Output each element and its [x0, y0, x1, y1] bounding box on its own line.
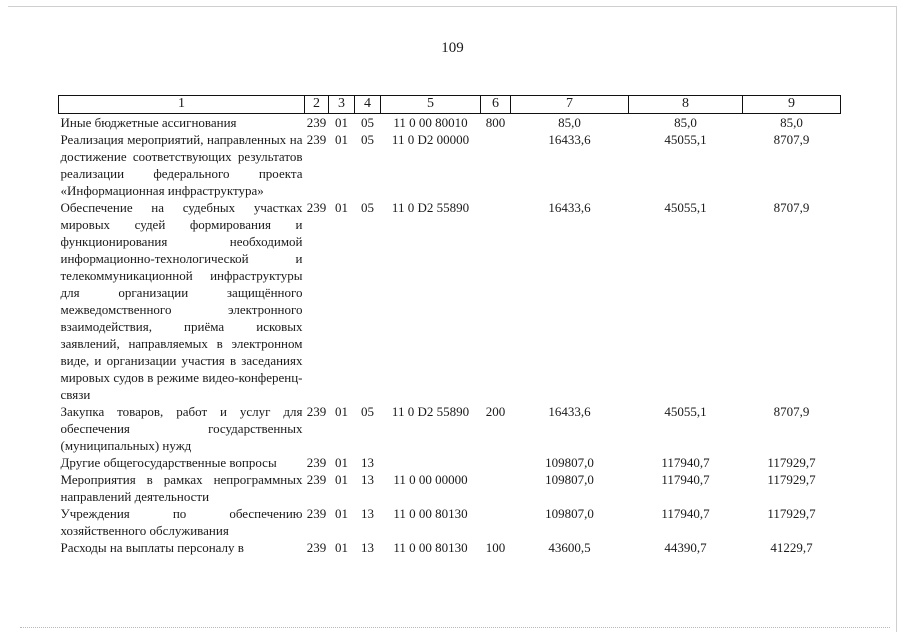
cell-vr: 100 [485, 540, 506, 555]
cell-year1: 109807,0 [545, 472, 594, 487]
column-header: 3 [329, 96, 355, 114]
row-name: Закупка товаров, работ и услуг для обеспечения государственных (муниципальных) нужд [60, 404, 303, 453]
cell-year3: 41229,7 [770, 540, 813, 555]
table-row [59, 403, 841, 454]
cell-year2: 117940,7 [661, 506, 710, 521]
cell-pr: 13 [361, 455, 374, 470]
cell-rz: 01 [335, 200, 348, 215]
page-number: 109 [441, 40, 464, 56]
cell-year1: 16433,6 [548, 404, 591, 419]
table-row [59, 114, 841, 132]
cell-gr: 239 [306, 472, 327, 487]
cell-gr: 239 [306, 132, 327, 147]
cell-year3: 85,0 [780, 115, 803, 130]
cell-gr: 239 [306, 200, 327, 215]
cell-year1: 16433,6 [548, 132, 591, 147]
cell-pr: 05 [361, 404, 374, 419]
cell-vr: 200 [485, 404, 506, 419]
cell-year3: 117929,7 [767, 472, 816, 487]
column-header: 6 [481, 96, 511, 114]
table-row [59, 454, 841, 471]
column-header: 2 [305, 96, 329, 114]
cell-year3: 8707,9 [773, 132, 810, 147]
cell-pr: 13 [361, 540, 374, 555]
row-name: Иные бюджетные ассигнования [60, 115, 237, 130]
column-header: 8 [629, 96, 743, 114]
cell-year1: 85,0 [558, 115, 581, 130]
cell-gr: 239 [306, 404, 327, 419]
cell-csr: 11 0 00 80010 [393, 115, 468, 130]
row-name: Реализация мероприятий, направленных на достижение соответствующих результатов реализации федерального проекта «Информационная инфраструктура» [60, 132, 303, 198]
cell-csr: 11 0 D2 00000 [391, 132, 470, 147]
row-name: Другие общегосударственные вопросы [60, 455, 277, 470]
cell-year2: 117940,7 [661, 455, 710, 470]
column-header: 7 [511, 96, 629, 114]
cell-year2: 44390,7 [664, 540, 707, 555]
column-header: 5 [381, 96, 481, 114]
cell-year1: 109807,0 [545, 506, 594, 521]
cell-year3: 8707,9 [773, 404, 810, 419]
cell-rz: 01 [335, 404, 348, 419]
cell-rz: 01 [335, 455, 348, 470]
cell-year2: 45055,1 [664, 200, 707, 215]
table-row [59, 539, 841, 556]
table-row [59, 471, 841, 505]
cell-csr: 11 0 00 80130 [393, 540, 468, 555]
cell-vr [481, 471, 511, 505]
cell-rz: 01 [335, 506, 348, 521]
cell-year1: 109807,0 [545, 455, 594, 470]
cell-pr: 13 [361, 506, 374, 521]
cell-year2: 45055,1 [664, 132, 707, 147]
scan-border-line [20, 627, 890, 628]
cell-year3: 117929,7 [767, 506, 816, 521]
cell-year2: 117940,7 [661, 472, 710, 487]
cell-vr [481, 505, 511, 539]
cell-csr [381, 454, 481, 471]
table-header-row [59, 96, 841, 114]
cell-vr [481, 454, 511, 471]
table-row [59, 199, 841, 403]
column-header: 1 [59, 96, 305, 114]
cell-year3: 8707,9 [773, 200, 810, 215]
row-name: Учреждения по обеспечению хозяйственного обслуживания [60, 506, 303, 538]
row-name: Расходы на выплаты персоналу в [60, 540, 244, 555]
cell-pr: 05 [361, 115, 374, 130]
cell-vr [481, 199, 511, 403]
cell-pr: 13 [361, 472, 374, 487]
cell-csr: 11 0 00 80130 [393, 506, 468, 521]
cell-gr: 239 [306, 506, 327, 521]
cell-year1: 43600,5 [548, 540, 591, 555]
cell-csr: 11 0 D2 55890 [391, 404, 470, 419]
cell-csr: 11 0 00 00000 [393, 472, 468, 487]
cell-rz: 01 [335, 132, 348, 147]
cell-gr: 239 [306, 455, 327, 470]
cell-rz: 01 [335, 115, 348, 130]
cell-gr: 239 [306, 115, 327, 130]
cell-pr: 05 [361, 132, 374, 147]
cell-vr: 800 [485, 115, 506, 130]
cell-year1: 16433,6 [548, 200, 591, 215]
budget-table [58, 95, 841, 556]
cell-year3: 117929,7 [767, 455, 816, 470]
table-row [59, 131, 841, 199]
cell-rz: 01 [335, 472, 348, 487]
row-name: Обеспечение на судебных участках мировых судей формирования и функционирования необходимой информационно-технологической и телекоммуникационной инфраструктуры для организации защищённого межведомственного электронного взаимодействия, приёма исковых заявлений, направляемых в электронном виде, и организации участия в заседаниях мировых судов в режиме видео-конференц-связи [60, 200, 303, 402]
row-name: Мероприятия в рамках непрограммных направлений деятельности [60, 472, 303, 504]
cell-year2: 85,0 [674, 115, 697, 130]
cell-vr [481, 131, 511, 199]
cell-csr: 11 0 D2 55890 [391, 200, 470, 215]
table-row [59, 505, 841, 539]
cell-year2: 45055,1 [664, 404, 707, 419]
column-header: 4 [355, 96, 381, 114]
cell-rz: 01 [335, 540, 348, 555]
column-header: 9 [743, 96, 841, 114]
cell-gr: 239 [306, 540, 327, 555]
cell-pr: 05 [361, 200, 374, 215]
